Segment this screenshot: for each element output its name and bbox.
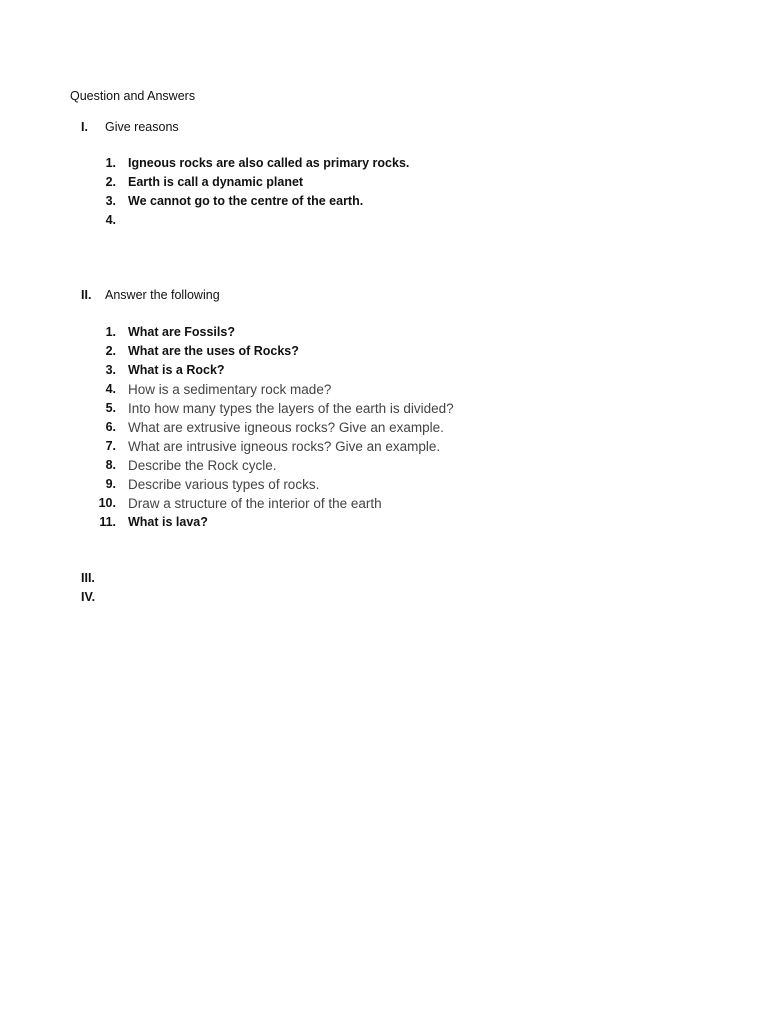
question-number: 2. <box>105 175 116 189</box>
list-item <box>0 418 768 437</box>
list-item <box>0 437 768 456</box>
section-iii <box>0 570 768 586</box>
list-item <box>0 513 768 532</box>
question-text: Describe various types of rocks. <box>128 477 320 492</box>
question-number: 11. <box>99 515 116 529</box>
section-heading <box>0 287 768 303</box>
question-text: Earth is call a dynamic planet <box>128 175 304 189</box>
section-heading <box>0 570 768 586</box>
list-item <box>0 380 768 399</box>
question-text: What are extrusive igneous rocks? Give an example. <box>128 420 444 435</box>
section-numeral: III. <box>81 571 95 585</box>
question-list-answer-the-following <box>0 323 768 532</box>
list-item <box>0 494 768 513</box>
question-text: How is a sedimentary rock made? <box>128 382 332 397</box>
question-list-give-reasons <box>0 154 768 230</box>
question-text: Into how many types the layers of the earth is divided? <box>128 401 454 416</box>
question-number: 5. <box>105 401 116 415</box>
list-item <box>0 456 768 475</box>
section-label: Answer the following <box>105 288 220 302</box>
list-item <box>0 211 768 230</box>
list-item <box>0 154 768 173</box>
question-number: 3. <box>105 363 116 377</box>
list-item <box>0 323 768 342</box>
section-answer-the-following <box>0 287 768 303</box>
question-text: We cannot go to the centre of the earth. <box>128 194 364 208</box>
question-number: 7. <box>105 439 116 453</box>
section-numeral: II. <box>81 288 92 302</box>
question-number: 4. <box>105 382 116 396</box>
list-item <box>0 342 768 361</box>
question-text: What are Fossils? <box>128 325 235 339</box>
question-number: 6. <box>105 420 116 434</box>
question-number: 10. <box>98 496 116 510</box>
question-number: 1. <box>105 156 116 170</box>
question-number: 8. <box>105 458 116 472</box>
section-give-reasons <box>0 119 768 135</box>
question-text: Describe the Rock cycle. <box>128 458 277 473</box>
list-item <box>0 192 768 211</box>
question-text: Igneous rocks are also called as primary rocks. <box>128 156 410 170</box>
section-iv <box>0 589 768 605</box>
section-numeral: IV. <box>81 590 96 604</box>
question-text: What are the uses of Rocks? <box>128 344 299 358</box>
question-number: 2. <box>105 344 116 358</box>
section-heading <box>0 119 768 135</box>
list-item <box>0 475 768 494</box>
question-text: Draw a structure of the interior of the earth <box>128 496 382 511</box>
list-item <box>0 399 768 418</box>
section-numeral: I. <box>81 120 88 134</box>
question-number: 4. <box>105 213 116 227</box>
list-item <box>0 361 768 380</box>
section-heading <box>0 589 768 605</box>
question-number: 3. <box>105 194 116 208</box>
question-text: What is a Rock? <box>128 363 225 377</box>
list-item <box>0 173 768 192</box>
question-number: 9. <box>105 477 116 491</box>
document-title: Question and Answers <box>70 89 196 103</box>
question-text: What is lava? <box>128 515 208 529</box>
question-text: What are intrusive igneous rocks? Give an example. <box>128 439 441 454</box>
section-label: Give reasons <box>105 120 179 134</box>
question-number: 1. <box>105 325 116 339</box>
